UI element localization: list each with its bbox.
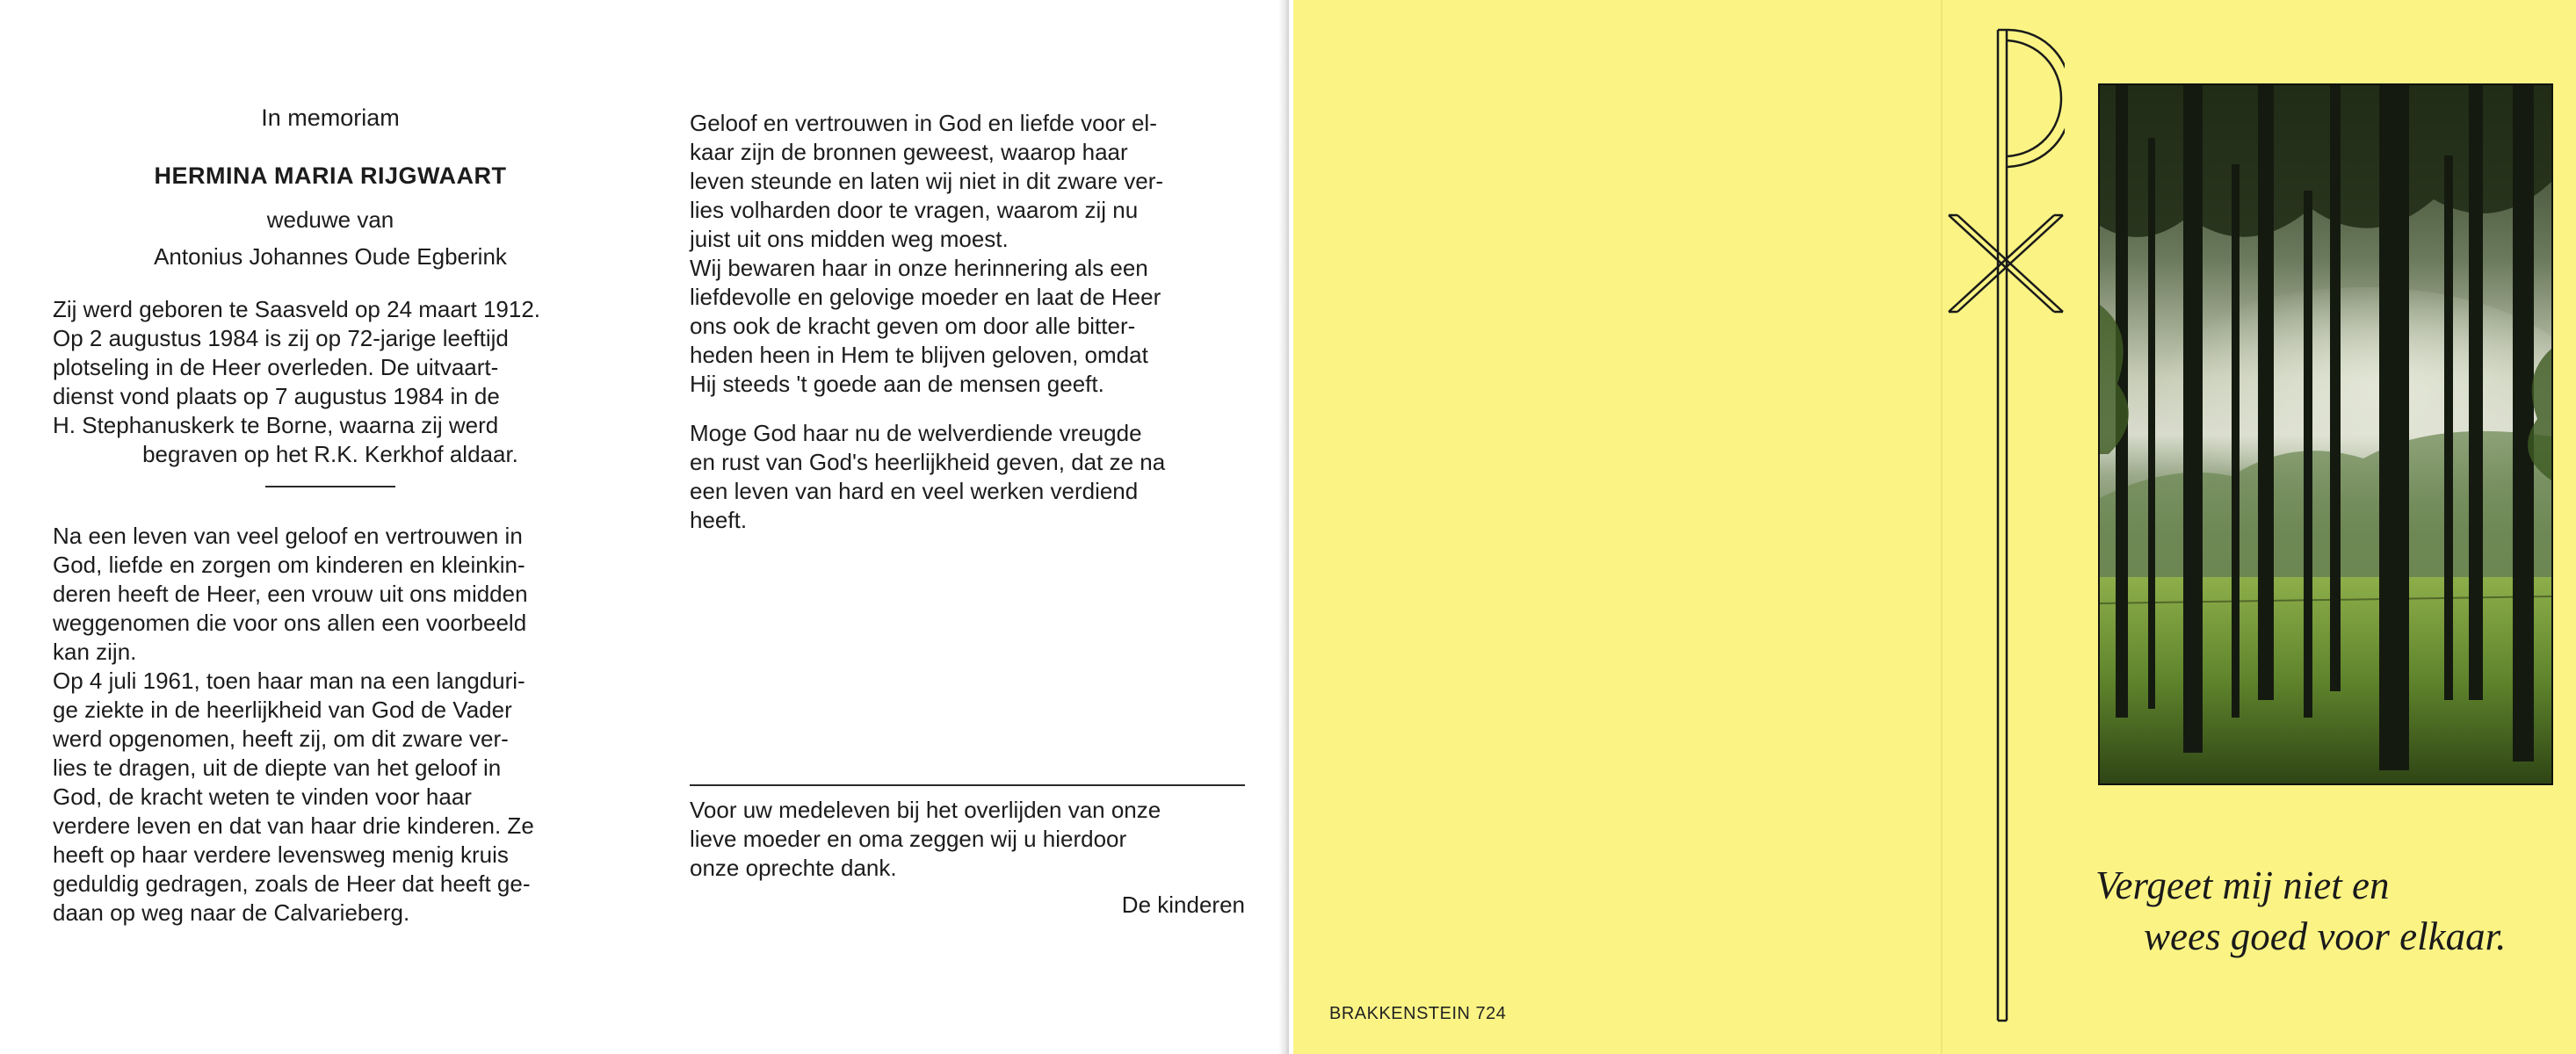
life-line: geduldig gedragen, zoals de Heer dat heeft ge- <box>53 870 531 897</box>
bio-paragraph <box>53 295 608 469</box>
faith-line: juist uit ons midden weg moest. <box>690 226 1009 252</box>
life-paragraph <box>53 522 608 928</box>
life-line: weggenomen die voor ons allen een voorbeeld <box>53 610 527 636</box>
prayer-paragraph <box>690 419 1245 535</box>
center-fold <box>1278 0 1289 1054</box>
prayer-line: Moge God haar nu de welverdiende vreugde <box>690 420 1142 446</box>
life-line: verdere leven en dat van haar drie kinderen. Ze <box>53 812 534 839</box>
short-divider <box>265 486 395 487</box>
prayer-line: heeft. <box>690 507 748 533</box>
bio-line: H. Stephanuskerk te Borne, waarna zij werd <box>53 412 499 438</box>
faith-line: kaar zijn de bronnen geweest, waarop haar <box>690 139 1128 165</box>
faith-paragraph <box>690 109 1245 399</box>
life-line: Op 4 juli 1961, toen haar man na een langduri- <box>53 668 525 694</box>
inner-left-spread <box>0 0 1287 1054</box>
chi-rho-icon <box>1942 26 2065 1032</box>
life-line: daan op weg naar de Calvarieberg. <box>53 899 410 926</box>
life-line: werd opgenomen, heeft zij, om dit zware ver- <box>53 726 509 752</box>
thanks-line: lieve moeder en oma zeggen wij u hierdoor <box>690 826 1127 852</box>
relation-text: weduwe van <box>266 206 394 233</box>
faith-line: ons ook de kracht geven om door alle bitter- <box>690 313 1136 339</box>
signature: De kinderen <box>1121 892 1245 918</box>
faith-line: Wij bewaren haar in onze herinnering als een <box>690 255 1148 281</box>
deceased-name: HERMINA MARIA RIJGWAART <box>154 162 507 189</box>
life-line: deren heeft de Heer, een vrouw uit ons midden <box>53 581 528 607</box>
memoriam-heading: In memoriam <box>261 105 400 131</box>
life-line: Na een leven van veel geloof en vertrouwen in <box>53 523 523 549</box>
faith-line: liefdevolle en gelovige moeder en laat de Heer <box>690 284 1161 310</box>
life-line: ge ziekte in de heerlijkheid van God de Vader <box>53 697 512 723</box>
bio-line: Op 2 augustus 1984 is zij op 72-jarige leeftijd <box>53 325 509 351</box>
bio-line: begraven op het R.K. Kerkhof aldaar. <box>142 441 518 467</box>
thanks-line: Voor uw medeleven bij het overlijden van onze <box>690 797 1161 823</box>
life-line: kan zijn. <box>53 639 137 665</box>
bio-line: dienst vond plaats op 7 augustus 1984 in de <box>53 383 500 409</box>
prayer-line: en rust van God's heerlijkheid geven, dat ze na <box>690 449 1166 475</box>
life-line: God, liefde en zorgen om kinderen en kleinkin- <box>53 552 525 578</box>
bio-line: plotseling in de Heer overleden. De uitvaart- <box>53 354 499 380</box>
faith-line: heden heen in Hem te blijven geloven, omdat <box>690 342 1148 368</box>
thanks-line: onze oprechte dank. <box>690 855 897 881</box>
prayer-line: een leven van hard en veel werken verdiend <box>690 478 1139 504</box>
faith-line: lies volharden door te vragen, waarom zij nu <box>690 197 1139 223</box>
life-line: God, de kracht weten te vinden voor haar <box>53 783 472 810</box>
bio-line: Zij werd geboren te Saasveld op 24 maart 1912. <box>53 296 541 322</box>
faith-line: Hij steeds 't goede aan de mensen geeft. <box>690 371 1104 397</box>
quote-line-1: Vergeet mij niet en <box>2095 863 2390 907</box>
forest-photo <box>2098 83 2553 785</box>
faith-line: leven steunde en laten wij niet in dit zware ver- <box>690 168 1164 194</box>
long-divider <box>690 784 1245 786</box>
quote-line-2: wees goed voor elkaar. <box>2144 914 2507 958</box>
spouse-name: Antonius Johannes Oude Egberink <box>154 243 507 270</box>
life-line: heeft op haar verdere levensweg menig kruis <box>53 841 509 868</box>
life-line: lies te dragen, uit de diepte van het geloof in <box>53 754 502 781</box>
thanks-paragraph <box>690 796 1245 883</box>
publisher-code: BRAKKENSTEIN 724 <box>1329 1004 1507 1023</box>
faith-line: Geloof en vertrouwen in God en liefde voor el- <box>690 110 1157 136</box>
